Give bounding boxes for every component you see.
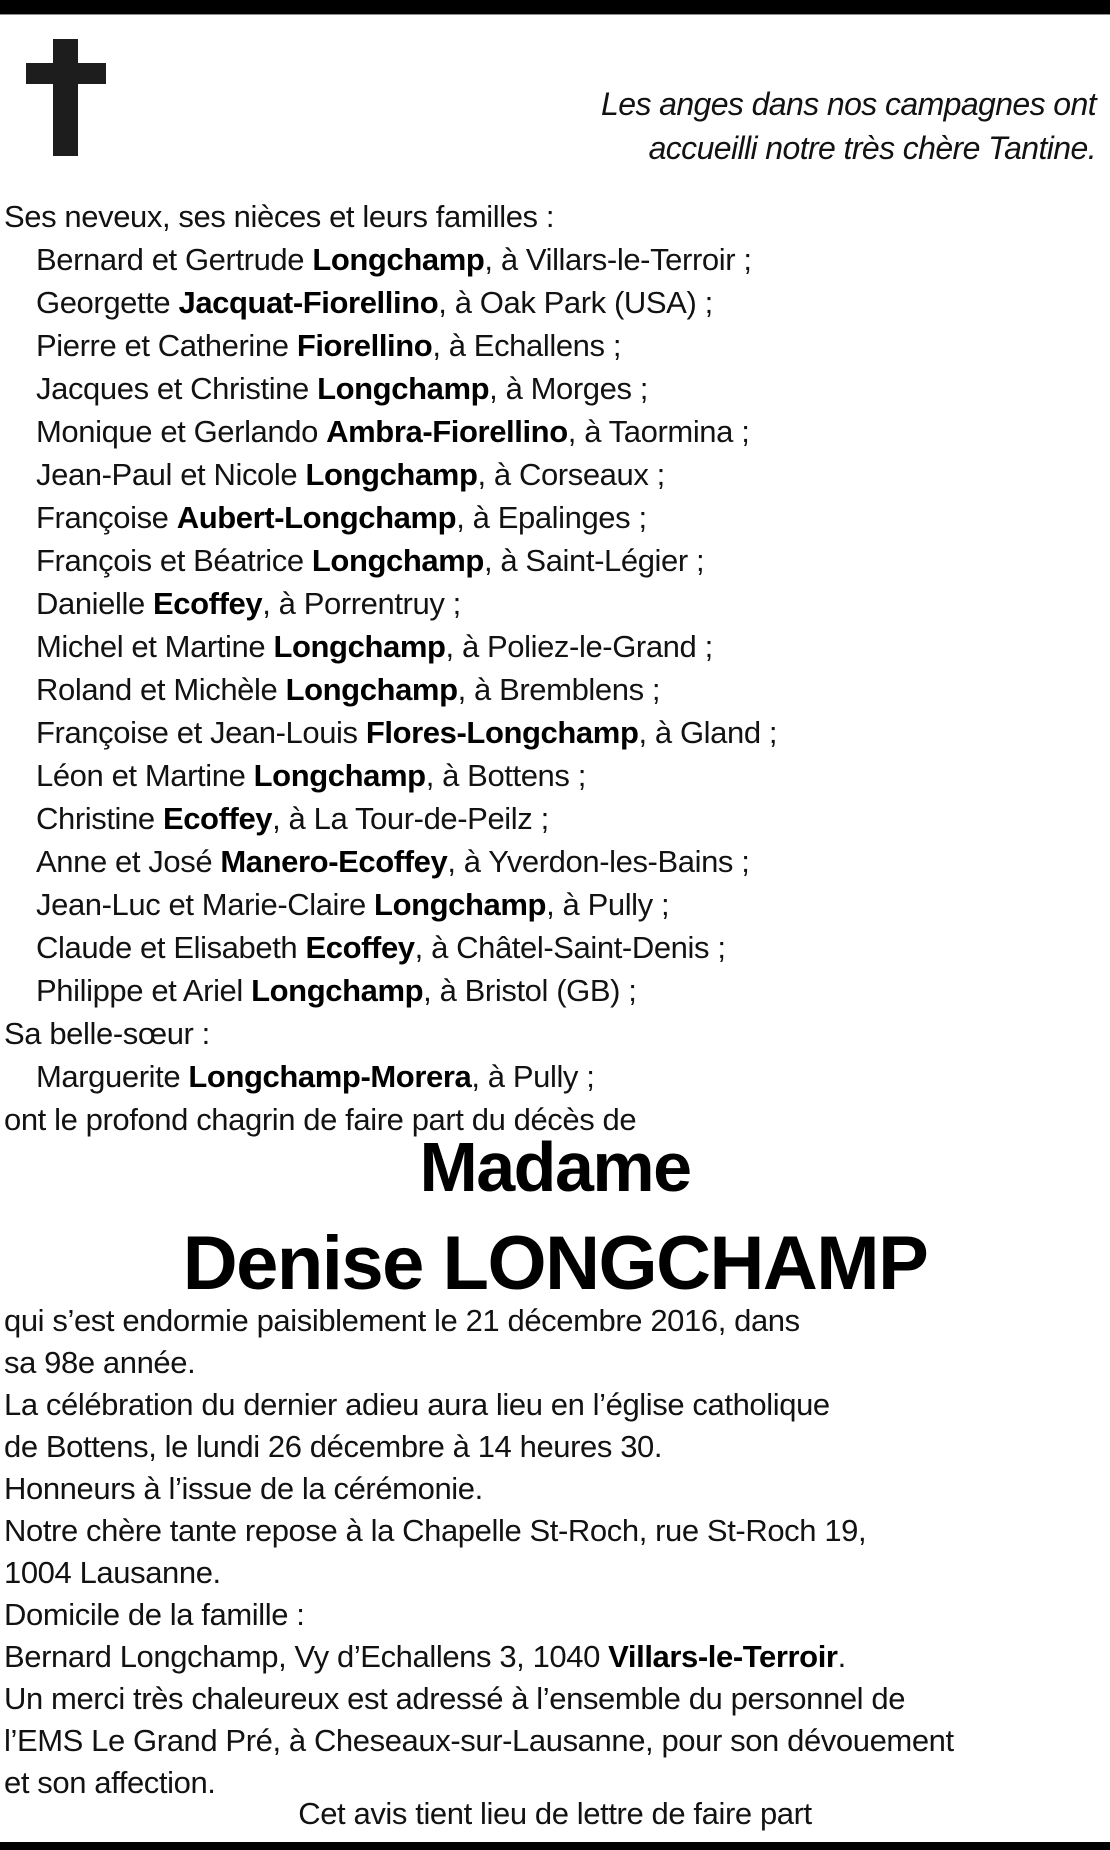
text-segment: ont le profond chagrin de faire part du décès de: [4, 1102, 637, 1137]
notice-line: [4, 1552, 1102, 1594]
notice-line: [4, 1636, 1102, 1678]
cross-horizontal-bar: [26, 63, 106, 84]
text-segment: , à Pully ;: [546, 887, 670, 922]
surname-bold: Longchamp: [285, 672, 458, 707]
text-segment: Roland et Michèle: [36, 672, 286, 707]
text-segment: de Bottens, le lundi 26 décembre à 14 heures 30.: [4, 1429, 663, 1464]
surname-bold: Fiorellino: [296, 328, 433, 363]
text-segment: Françoise et Jean-Louis: [36, 715, 366, 750]
text-segment: François et Béatrice: [36, 543, 312, 578]
memorial-cross-icon: [26, 39, 106, 156]
text-segment: Bernard Longchamp, Vy d’Echallens 3, 1040: [4, 1639, 609, 1674]
text-segment: Jean-Luc et Marie-Claire: [36, 887, 375, 922]
closing-note: Cet avis tient lieu de lettre de faire part: [298, 1796, 812, 1831]
text-segment: , à Châtel-Saint-Denis ;: [414, 930, 726, 965]
deceased-salutation: Madame: [419, 1128, 691, 1206]
text-segment: et son affection.: [4, 1765, 216, 1800]
notice-line: [4, 1012, 1102, 1055]
text-segment: , à Morges ;: [489, 371, 649, 406]
notice-line: [4, 582, 1102, 625]
notice-line: [4, 324, 1102, 367]
text-segment: , à Oak Park (USA) ;: [438, 285, 713, 320]
text-segment: Monique et Gerlando: [36, 414, 327, 449]
bottom-border-bar: [0, 1842, 1110, 1850]
surname-bold: Flores-Longchamp: [365, 715, 639, 750]
surname-bold: Aubert-Longchamp: [176, 500, 457, 535]
funeral-details: [4, 1300, 1102, 1804]
text-segment: , à Pully ;: [471, 1059, 595, 1094]
notice-line: [4, 496, 1102, 539]
notice-line: [4, 1342, 1102, 1384]
surname-bold: Longchamp-Morera: [188, 1059, 472, 1094]
surname-bold: Manero-Ecoffey: [220, 844, 448, 879]
text-segment: Danielle: [36, 586, 154, 621]
text-segment: 1004 Lausanne.: [4, 1555, 221, 1590]
text-segment: Un merci très chaleureux est adressé à l’ensemble du personnel de: [4, 1681, 906, 1716]
surname-bold: Villars-le-Terroir: [608, 1639, 838, 1674]
text-segment: Anne et José: [36, 844, 221, 879]
text-segment: Philippe et Ariel: [36, 973, 252, 1008]
text-segment: Honneurs à l’issue de la cérémonie.: [4, 1471, 483, 1506]
text-segment: , à Taormina ;: [567, 414, 750, 449]
text-segment: qui s’est endormie paisiblement le 21 décembre 2016, dans: [4, 1303, 800, 1338]
top-border-bar: [0, 0, 1110, 15]
notice-line: [4, 453, 1102, 496]
surname-bold: Longchamp: [311, 543, 484, 578]
text-segment: Claude et Elisabeth: [36, 930, 306, 965]
notice-line: [4, 1594, 1102, 1636]
text-segment: l’EMS Le Grand Pré, à Cheseaux-sur-Lausanne, pour son dévouement: [4, 1723, 954, 1758]
text-segment: Léon et Martine: [36, 758, 254, 793]
notice-line: [4, 195, 1102, 238]
notice-line: [4, 1510, 1102, 1552]
text-segment: .: [837, 1639, 846, 1674]
text-segment: , à Bottens ;: [425, 758, 586, 793]
notice-line: [4, 1720, 1102, 1762]
notice-line: [4, 926, 1102, 969]
text-segment: sa 98e année.: [4, 1345, 196, 1380]
cross-vertical-bar: [53, 39, 78, 156]
text-segment: Ses neveux, ses nièces et leurs familles :: [4, 199, 555, 234]
text-segment: , à Villars-le-Terroir ;: [484, 242, 752, 277]
text-segment: , à Porrentruy ;: [262, 586, 461, 621]
epigraph-line-1: Les anges dans nos campagnes ont: [601, 86, 1096, 122]
notice-line: [4, 281, 1102, 324]
text-segment: Bernard et Gertrude: [36, 242, 313, 277]
surname-bold: Longchamp: [251, 973, 424, 1008]
surname-bold: Ecoffey: [305, 930, 415, 965]
notice-line: [4, 711, 1102, 754]
text-segment: , à Epalinges ;: [456, 500, 647, 535]
text-segment: Michel et Martine: [36, 629, 274, 664]
text-segment: Pierre et Catherine: [36, 328, 297, 363]
surname-bold: Longchamp: [305, 457, 478, 492]
surname-bold: Ambra-Fiorellino: [326, 414, 568, 449]
notice-line: [4, 797, 1102, 840]
notice-line: [4, 625, 1102, 668]
text-segment: , à Corseaux ;: [477, 457, 665, 492]
text-segment: Notre chère tante repose à la Chapelle St-Roch, rue St-Roch 19,: [4, 1513, 867, 1548]
family-announcement-list: [4, 195, 1102, 1141]
text-segment: , à La Tour-de-Peilz ;: [272, 801, 549, 836]
surname-bold: Longchamp: [253, 758, 426, 793]
text-segment: , à Gland ;: [638, 715, 778, 750]
notice-line: [4, 754, 1102, 797]
surname-bold: Longchamp: [317, 371, 490, 406]
notice-line: [4, 539, 1102, 582]
text-segment: Domicile de la famille :: [4, 1597, 305, 1632]
text-segment: Jacques et Christine: [36, 371, 318, 406]
notice-line: [4, 1055, 1102, 1098]
text-segment: Sa belle-sœur :: [4, 1016, 210, 1051]
text-segment: La célébration du dernier adieu aura lieu en l’église catholique: [4, 1387, 830, 1422]
text-segment: Marguerite: [36, 1059, 189, 1094]
notice-line: [4, 1468, 1102, 1510]
text-segment: Georgette: [36, 285, 179, 320]
notice-line: [4, 883, 1102, 926]
notice-line: [4, 410, 1102, 453]
notice-line: [4, 1678, 1102, 1720]
text-segment: , à Bremblens ;: [457, 672, 661, 707]
notice-line: [4, 1426, 1102, 1468]
surname-bold: Longchamp: [312, 242, 485, 277]
notice-line: [4, 668, 1102, 711]
notice-line: [4, 1300, 1102, 1342]
notice-line: [4, 367, 1102, 410]
surname-bold: Jacquat-Fiorellino: [178, 285, 439, 320]
notice-line: [4, 1384, 1102, 1426]
surname-bold: Longchamp: [273, 629, 446, 664]
text-segment: , à Saint-Légier ;: [483, 543, 705, 578]
surname-bold: Ecoffey: [162, 801, 273, 836]
text-segment: Françoise: [36, 500, 177, 535]
epigraph: [601, 82, 1096, 170]
surname-bold: Ecoffey: [153, 586, 263, 621]
text-segment: Jean-Paul et Nicole: [36, 457, 306, 492]
text-segment: , à Yverdon-les-Bains ;: [447, 844, 750, 879]
notice-line: [4, 969, 1102, 1012]
notice-line: [4, 840, 1102, 883]
deceased-name: Denise LONGCHAMP: [182, 1221, 928, 1306]
text-segment: Christine: [36, 801, 163, 836]
text-segment: , à Poliez-le-Grand ;: [445, 629, 713, 664]
text-segment: , à Bristol (GB) ;: [423, 973, 637, 1008]
epigraph-line-2: accueilli notre très chère Tantine.: [648, 130, 1096, 166]
text-segment: , à Echallens ;: [432, 328, 622, 363]
notice-line: [4, 238, 1102, 281]
surname-bold: Longchamp: [374, 887, 547, 922]
